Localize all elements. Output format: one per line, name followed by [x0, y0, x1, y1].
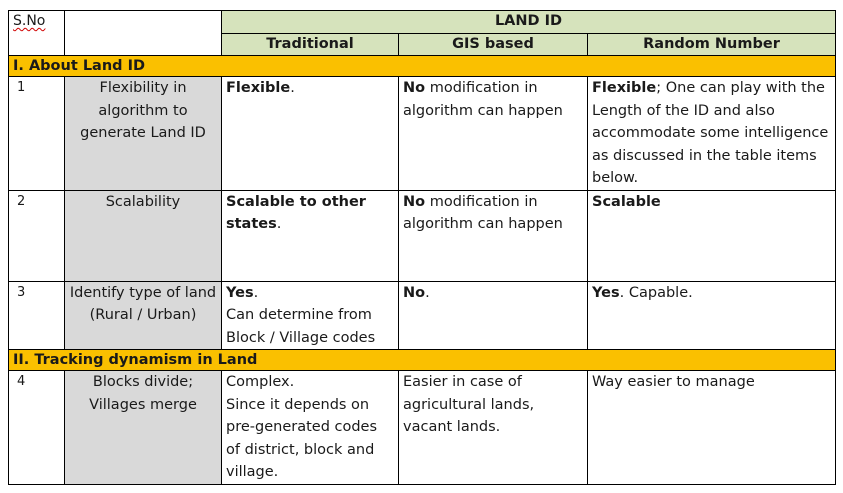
cell-text: modification in algorithm can happen: [403, 193, 563, 232]
section-header-about: I. About Land ID: [9, 56, 836, 77]
traditional-cell: [222, 281, 399, 350]
land-id-group-header: LAND ID: [222, 11, 836, 34]
criterion-cell: Blocks divide; Villages merge: [65, 371, 222, 485]
cell-text: .: [425, 284, 430, 301]
col-header-gis: GIS based: [399, 34, 588, 56]
traditional-cell: [222, 77, 399, 191]
cell-text: .: [276, 216, 282, 232]
gis-cell: [399, 371, 588, 485]
gis-cell: [399, 281, 588, 350]
sno-header-cell: [9, 11, 65, 56]
gis-cell: [399, 77, 588, 191]
criterion-cell: Flexibility in algorithm to generate Land ID: [65, 77, 222, 191]
cell-emphasis: No: [403, 80, 426, 96]
row-number: 2: [9, 190, 65, 281]
random-cell: [588, 281, 836, 350]
cell-text: Way easier to manage: [592, 374, 755, 390]
cell-emphasis: Flexible: [592, 80, 657, 96]
land-id-comparison-table: [8, 10, 836, 485]
col-header-random: Random Number: [588, 34, 836, 56]
random-cell: [588, 371, 836, 485]
table-row: [9, 77, 836, 191]
cell-extra-text: Can determine from Block / Village codes: [226, 307, 376, 346]
table-row: [9, 371, 836, 485]
table-row: [9, 190, 836, 281]
cell-emphasis: No: [403, 193, 426, 210]
row-number: 3: [9, 281, 65, 350]
criterion-cell: Scalability: [65, 190, 222, 281]
cell-emphasis: Flexible: [226, 80, 291, 96]
cell-text: ; One can play with the Length of the ID and also accommodate some intelligence as discussed in the table items below.: [592, 80, 829, 186]
empty-header-cell: [65, 11, 222, 56]
row-number: 1: [9, 77, 65, 191]
cell-text: . Capable.: [619, 284, 693, 301]
cell-emphasis: Yes: [592, 284, 620, 301]
sno-header: S.No: [13, 13, 46, 29]
cell-emphasis: Yes: [226, 284, 254, 301]
criterion-cell: Identify type of land (Rural / Urban): [65, 281, 222, 350]
cell-emphasis: No: [403, 284, 426, 301]
traditional-cell: [222, 371, 399, 485]
cell-text: .: [290, 80, 295, 96]
cell-text: modification in algorithm can happen: [403, 80, 563, 119]
cell-text: Easier in case of agricultural lands, vacant lands.: [403, 374, 535, 435]
cell-text: Complex.: [226, 374, 295, 390]
table-row: [9, 281, 836, 350]
cell-emphasis: Scalable to other states: [226, 193, 366, 232]
random-cell: [588, 77, 836, 191]
gis-cell: [399, 190, 588, 281]
random-cell: [588, 190, 836, 281]
traditional-cell: [222, 190, 399, 281]
row-number: 4: [9, 371, 65, 485]
cell-text: .: [253, 284, 259, 301]
section-header-tracking: II. Tracking dynamism in Land: [9, 350, 836, 371]
cell-emphasis: Scalable: [592, 193, 661, 210]
cell-extra-text: Since it depends on pre-generated codes of district, block and village.: [226, 396, 378, 480]
col-header-traditional: Traditional: [222, 34, 399, 56]
